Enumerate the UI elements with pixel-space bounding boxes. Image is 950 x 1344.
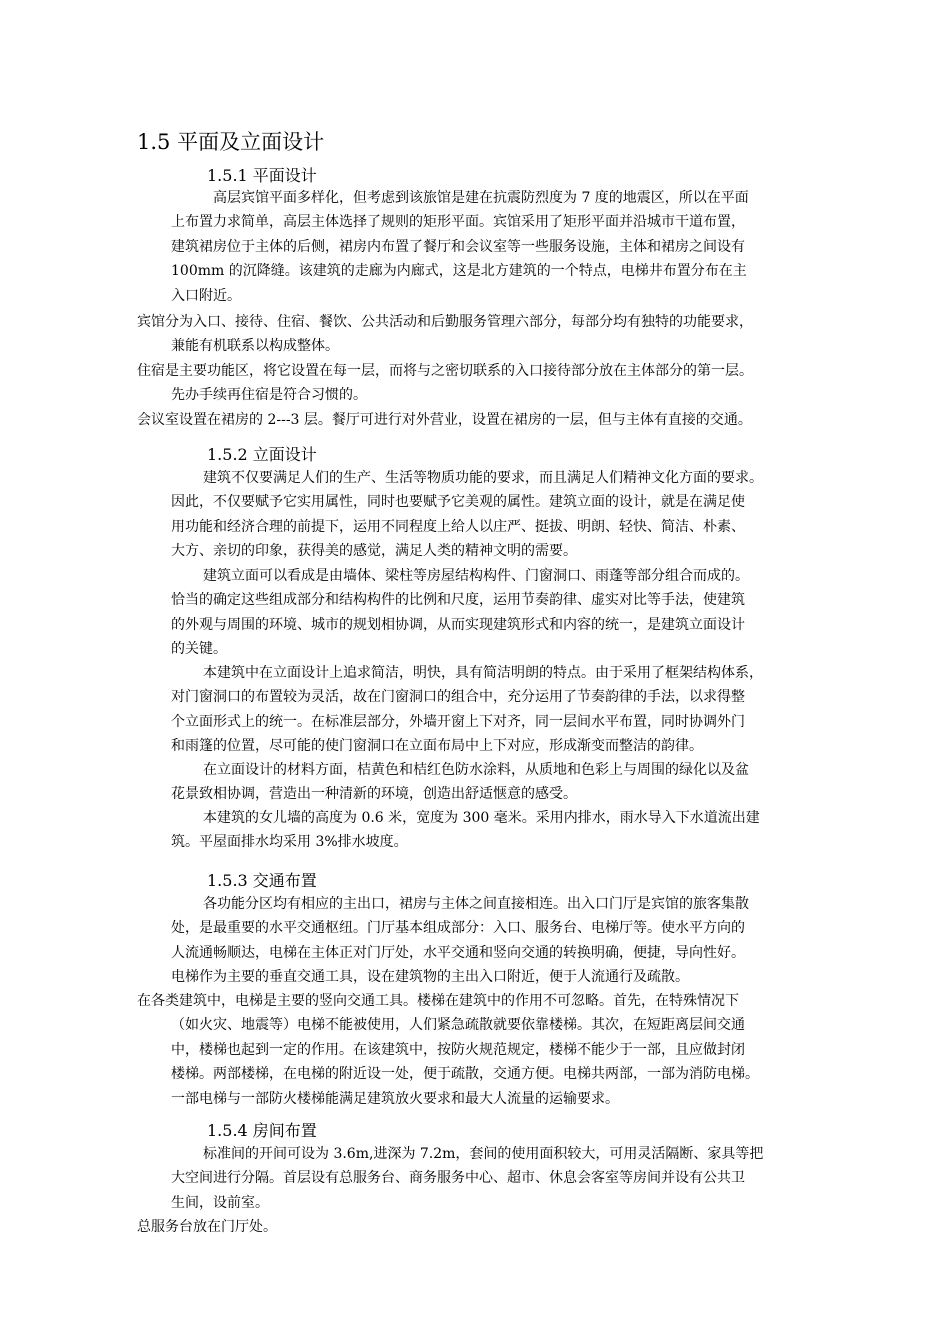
text-line: 筑。平屋面排水均采用 3%排水坡度。 (171, 834, 408, 851)
text-line: 本建筑中在立面设计上追求简洁，明快，具有简洁明朗的特点。由于采用了框架结构体系， (203, 665, 763, 681)
text-line: 建筑不仅要满足人们的生产、生活等物质功能的要求，而且满足人们精神文化方面的要求。 (203, 470, 763, 486)
text-line: 生间，设前室。 (171, 1194, 269, 1211)
text-line: 建筑立面可以看成是由墙体、梁柱等房屋结构构件、门窗洞口、雨蓬等部分组合而成的。 (203, 568, 749, 584)
text-line: 大方、亲切的印象，获得美的感觉，满足人类的精神文明的需要。 (171, 543, 577, 560)
text-line: 建筑裙房位于主体的后侧，裙房内布置了餐厅和会议室等一些服务设施，主体和裙房之间设有 (171, 238, 745, 255)
text-line: 先办手续再住宿是符合习惯的。 (171, 387, 367, 404)
paragraph-1-5-2-e (137, 806, 760, 855)
text-line: 对门窗洞口的布置较为灵活，故在门窗洞口的组合中，充分运用了节奏韵律的手法，以求得整 (171, 689, 745, 706)
text-line: 和雨篷的位置，尽可能的使门窗洞口在立面布局中上下对应，形成渐变而整洁的韵律。 (171, 738, 703, 755)
text-line: （如火灾、地震等）电梯不能被使用，人们紧急疏散就要依靠楼梯。其次，在短距离层间交通 (171, 1017, 745, 1034)
text-line: 住宿是主要功能区，将它设置在每一层，而将与之密切联系的入口接待部分放在主体部分的第一层。 (137, 363, 753, 379)
text-line: 100mm 的沉降缝。该建筑的走廊为内廊式，这是北方建筑的一个特点，电梯井布置分布在主 (171, 263, 747, 280)
heading-1-5-4: 1.5.4 房间布置 (207, 1121, 317, 1140)
text-line: 各功能分区均有相应的主出口，裙房与主体之间直接相连。出入口门厅是宾馆的旅客集散 (203, 896, 749, 912)
text-line: 一部电梯与一部防火楼梯能满足建筑放火要求和最大人流量的运输要求。 (171, 1090, 619, 1107)
text-line: 的外观与周围的环境、城市的规划相协调，从而实现建筑形式和内容的统一，是建筑立面设计 (171, 616, 745, 633)
text-line: 处，是最重要的水平交通枢纽。门厅基本组成部分：入口、服务台、电梯厅等。使水平方向的 (171, 920, 745, 937)
text-line: 用功能和经济合理的前提下，运用不同程度上给人以庄严、挺拔、明朗、轻快、简洁、朴素、 (171, 518, 745, 535)
paragraph-1-5-4-b (137, 1215, 277, 1239)
paragraph-1-5-3-a (137, 892, 749, 990)
text-line: 高层宾馆平面多样化，但考虑到该旅馆是建在抗震防烈度为 7 度的地震区，所以在平面 (213, 190, 749, 206)
text-line: 上布置力求简单，高层主体选择了规则的矩形平面。宾馆采用了矩形平面并沿城市干道布置， (171, 214, 745, 231)
paragraph-1-5-3-b (137, 989, 759, 1111)
text-line: 因此，不仅要赋予它实用属性，同时也要赋予它美观的属性。建筑立面的设计，就是在满足使 (171, 494, 745, 511)
text-line: 的关键。 (171, 641, 227, 658)
text-line: 宾馆分为入口、接待、住宿、餐饮、公共活动和后勤服务管理六部分，每部分均有独特的功能要求， (137, 314, 753, 330)
text-line: 花景致相协调，营造出一种清新的环境，创造出舒适惬意的感受。 (171, 786, 577, 803)
text-line: 电梯作为主要的垂直交通工具，设在建筑物的主出入口附近，便于人流通行及疏散。 (171, 969, 689, 986)
text-line: 中，楼梯也起到一定的作用。在该建筑中，按防火规范规定，楼梯不能少于一部，且应做封闭 (171, 1041, 745, 1058)
text-line: 大空间进行分隔。首层设有总服务台、商务服务中心、超市、休息会客室等房间并设有公共卫 (171, 1170, 745, 1187)
paragraph-1-5-1-a (137, 186, 749, 308)
heading-1-5-2: 1.5.2 立面设计 (207, 445, 317, 464)
paragraph-1-5-2-b (137, 564, 749, 662)
heading-1-5-1: 1.5.1 平面设计 (207, 166, 317, 185)
paragraph-1-5-2-a (137, 466, 763, 564)
paragraph-1-5-1-c (137, 359, 753, 408)
paragraph-1-5-1-d (137, 408, 752, 432)
text-line: 在立面设计的材料方面，桔黄色和桔红色防水涂料，从质地和色彩上与周围的绿化以及盆 (203, 762, 749, 778)
text-line: 恰当的确定这些组成部分和结构构件的比例和尺度，运用节奏韵律、虚实对比等手法，使建筑 (171, 592, 745, 609)
text-line: 总服务台放在门厅处。 (137, 1219, 277, 1235)
text-line: 入口附近。 (171, 287, 241, 304)
paragraph-1-5-2-c (137, 661, 763, 759)
paragraph-1-5-1-b (137, 310, 753, 359)
text-line: 在各类建筑中，电梯是主要的竖向交通工具。楼梯在建筑中的作用不可忽略。首先，在特殊情况下 (137, 993, 739, 1009)
text-line: 本建筑的女儿墙的高度为 0.6 米，宽度为 300 毫米。采用内排水，雨水导入下水道流出建 (203, 810, 760, 826)
text-line: 兼能有机联系以构成整体。 (171, 338, 339, 355)
text-line: 会议室设置在裙房的 2---3 层。餐厅可进行对外营业，设置在裙房的一层，但与主体有直接的交通。 (137, 412, 752, 428)
heading-1-5-3: 1.5.3 交通布置 (207, 871, 317, 890)
paragraph-1-5-4-a (137, 1142, 763, 1215)
paragraph-1-5-2-d (137, 758, 749, 807)
text-line: 楼梯。两部楼梯，在电梯的附近设一处，便于疏散，交通方便。电梯共两部，一部为消防电梯。 (171, 1066, 759, 1083)
section-title: 1.5 平面及立面设计 (137, 130, 325, 154)
text-line: 标准间的开间可设为 3.6m,进深为 7.2m，套间的使用面积较大，可用灵活隔断、家具等把 (203, 1146, 764, 1162)
text-line: 人流通畅顺达，电梯在主体正对门厅处，水平交通和竖向交通的转换明确，便捷，导向性好。 (171, 944, 745, 961)
text-line: 个立面形式上的统一。在标准层部分，外墙开窗上下对齐，同一层间水平布置，同时协调外门 (171, 713, 745, 730)
